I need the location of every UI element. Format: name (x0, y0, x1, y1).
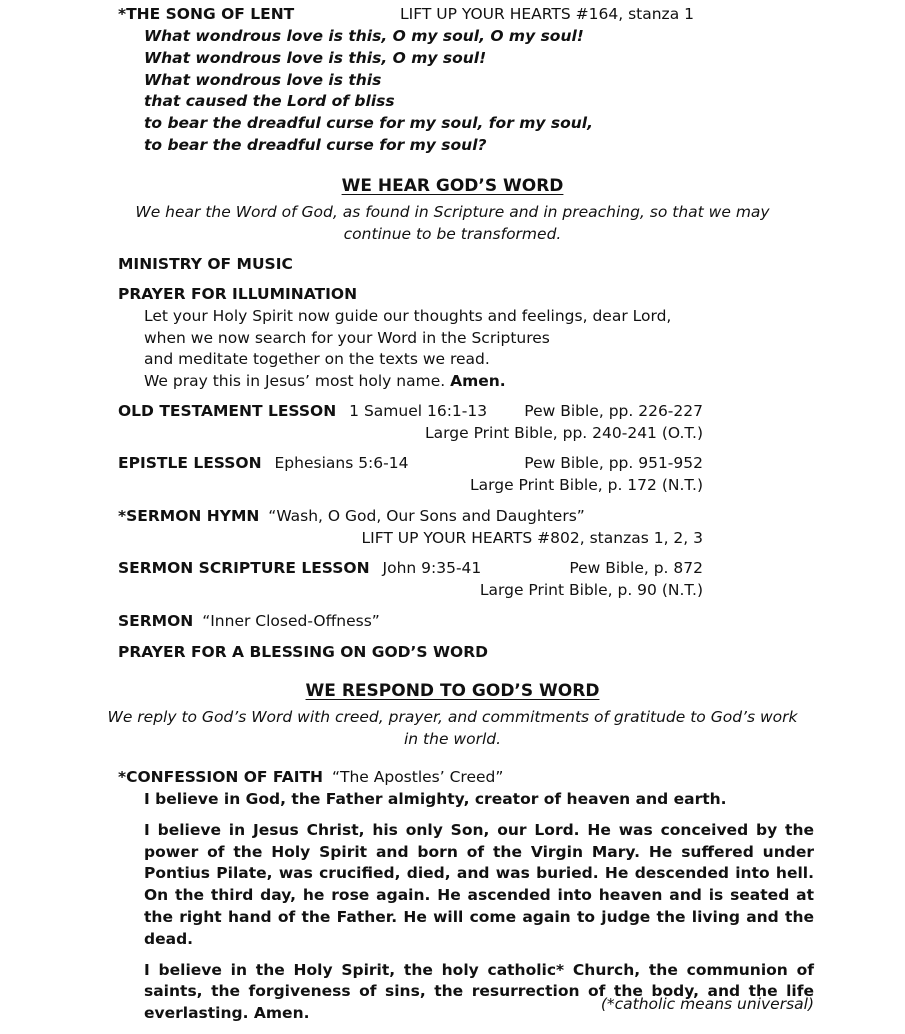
hear-section (0, 176, 905, 245)
song-of-lent-heading: *THE SONG OF LENT (118, 5, 295, 23)
sermon-scripture (118, 558, 703, 602)
respond-section (0, 681, 905, 750)
ot-lesson-heading: OLD TESTAMENT LESSON (118, 402, 337, 420)
prayer-blessing: PRAYER FOR A BLESSING ON GOD’S WORD (118, 643, 489, 661)
epistle-lesson (118, 453, 703, 497)
lyric-line: What wondrous love is this (144, 70, 382, 89)
creed-footnote: (*catholic means universal) (600, 995, 814, 1014)
sermon-hymn-title: “Wash, O God, Our Sons and Daughters” (268, 507, 585, 525)
ministry-of-music: MINISTRY OF MUSIC (118, 255, 293, 273)
hear-section-title: WE HEAR GOD’S WORD (341, 176, 564, 196)
sermon-hymn-heading: *SERMON HYMN (118, 507, 260, 525)
lyric-line: What wondrous love is this, O my soul, O my soul! (144, 27, 584, 45)
prayer-line: and meditate together on the texts we read. (144, 350, 490, 369)
lyric-line: to bear the dreadful curse for my soul? (144, 135, 487, 154)
confession-heading: *CONFESSION OF FAITH (118, 768, 324, 786)
song-of-lent-lyrics (118, 26, 818, 157)
lyric-line: to bear the dreadful curse for my soul, for my soul, (144, 114, 593, 133)
hear-section-description: We hear the Word of God, as found in Scripture and in preaching, so that we may continue to be transformed. (135, 202, 770, 243)
prayer-line: Let your Holy Spirit now guide our thoughts and feelings, dear Lord, (144, 306, 672, 325)
prayer-line: when we now search for your Word in the Scriptures (144, 328, 550, 347)
epistle-heading: EPISTLE LESSON (118, 454, 262, 472)
respond-section-description: We reply to God’s Word with creed, prayer, and commitments of gratitude to God’s work in the world. (107, 707, 798, 748)
respond-section-title: WE RESPOND TO GOD’S WORD (305, 681, 600, 701)
epistle-pew: Pew Bible, pp. 951-952 (524, 454, 703, 472)
ot-lesson-reference: 1 Samuel 16:1-13 (349, 402, 488, 420)
apostles-creed (144, 789, 814, 1025)
sermon-hymn-source: LIFT UP YOUR HEARTS #802, stanzas 1, 2, 3 (361, 529, 703, 547)
prayer-illumination-text (118, 306, 818, 393)
epistle-reference: Ephesians 5:6-14 (274, 454, 409, 472)
sermon-title: “Inner Closed-Offness” (202, 612, 380, 630)
prayer-amen: Amen. (450, 372, 506, 391)
confession-of-faith (118, 767, 818, 1034)
prayer-line (144, 371, 818, 393)
creed-paragraph: I believe in God, the Father almighty, creator of heaven and earth. (144, 790, 727, 808)
sermon-heading: SERMON (118, 612, 194, 630)
creed-paragraph: I believe in Jesus Christ, his only Son, our Lord. He was conceived by the power of the Holy Spirit and born of the Virgin Mary. He suffered under Pontius Pilate, was crucified, died, and was buried. He descended into hell. On the third day, he rose again. He ascended into heaven and is seated at the right hand of the Father. He will come again to judge the living and the dead. (144, 820, 814, 948)
sermon-scripture-large-print: Large Print Bible, p. 90 (N.T.) (479, 581, 703, 599)
sermon (118, 611, 818, 633)
ot-lesson-pew: Pew Bible, pp. 226-227 (524, 402, 703, 420)
prayer-last-line: We pray this in Jesus’ most holy name. (144, 372, 446, 391)
creed-paragraph: I believe in the Holy Spirit, the holy catholic* Church, the communion of saints, the forgiveness of sins, the resurrection of the body, and the life everlasting. Amen. (144, 960, 814, 1023)
lyric-line: What wondrous love is this, O my soul! (144, 48, 487, 67)
sermon-scripture-reference: John 9:35-41 (382, 559, 482, 577)
prayer-illumination (118, 284, 818, 393)
song-of-lent-source: LIFT UP YOUR HEARTS #164, stanza 1 (400, 5, 694, 23)
ot-lesson (118, 401, 703, 445)
ot-lesson-large-print: Large Print Bible, pp. 240-241 (O.T.) (425, 424, 703, 442)
sermon-scripture-heading: SERMON SCRIPTURE LESSON (118, 559, 370, 577)
sermon-hymn (118, 506, 703, 550)
lyric-line: that caused the Lord of bliss (144, 92, 395, 111)
confession-title: “The Apostles’ Creed” (331, 768, 504, 786)
song-of-lent (118, 4, 818, 157)
prayer-illumination-heading: PRAYER FOR ILLUMINATION (118, 285, 358, 303)
sermon-scripture-pew: Pew Bible, p. 872 (569, 559, 703, 577)
epistle-large-print: Large Print Bible, p. 172 (N.T.) (470, 476, 703, 494)
